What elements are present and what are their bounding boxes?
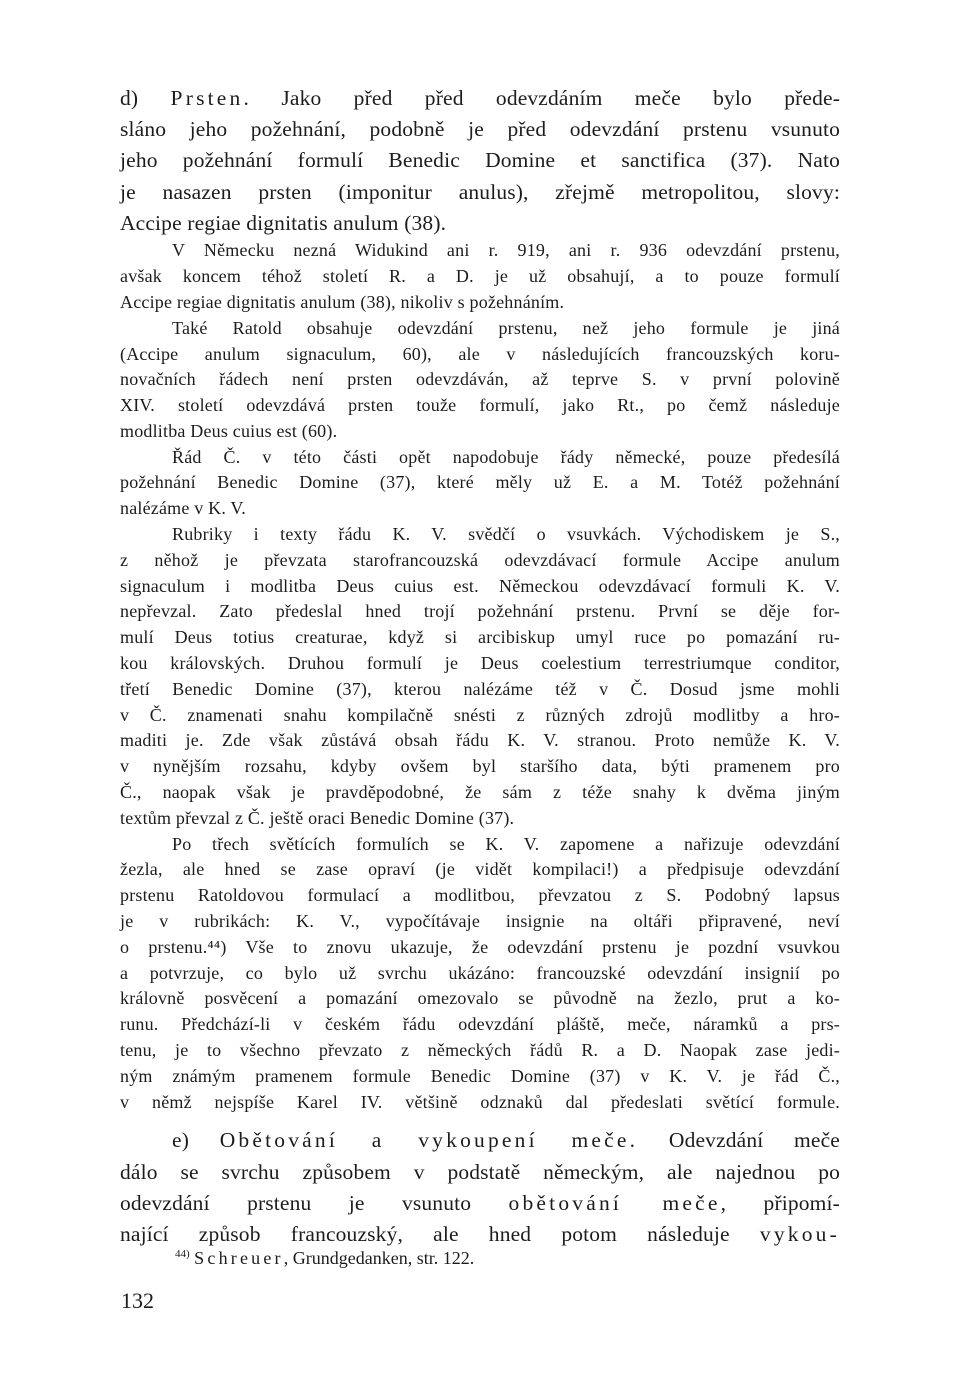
small-line: z něhož je převzata starofrancouzská odevzdávací formule Accipe anulum bbox=[120, 550, 840, 570]
footnote bbox=[175, 1248, 474, 1269]
section-e-line-3 bbox=[120, 1191, 840, 1216]
small-line: prstenu Ratoldovou formulací a modlitbou, převzatou z S. Podobný lapsus bbox=[120, 885, 840, 905]
small-line: Č., naopak však je pravděpodobné, že sám z téže snahy k dvěma jiným bbox=[120, 782, 840, 802]
small-line: královně posvěcení a pomazání omezovalo se původně na žezlo, prut a ko- bbox=[120, 988, 840, 1008]
small-line: Rubriky i texty řádu K. V. svědčí o vsuvkách. Východiskem je S., bbox=[172, 524, 840, 544]
small-line: Řád Č. v této části opět napodobuje řády německé, pouze předesílá bbox=[172, 447, 840, 467]
body-text: odevzdání prstenu je vsunuto bbox=[120, 1191, 472, 1215]
body-line: jeho požehnání formulí Benedic Domine et sanctifica (37). Nato bbox=[120, 148, 840, 172]
section-e-label: e) bbox=[172, 1128, 190, 1152]
small-line: v němž nejspíše Karel IV. většině odznaků dal předeslati světící formule. bbox=[120, 1092, 840, 1112]
small-line: avšak koncem téhož století R. a D. je už obsahují, a to pouze formulí bbox=[120, 266, 840, 286]
small-line: třetí Benedic Domine (37), kterou nalézáme též v Č. Dosud jsme mohli bbox=[120, 679, 840, 699]
section-d-title: Prsten bbox=[170, 86, 244, 110]
small-line: Accipe regiae dignitatis anulum (38), nikoliv s požehnáním. bbox=[120, 292, 565, 312]
small-line: tenu, je to všechno převzato z německých řádů R. a D. Naopak zase jedi- bbox=[120, 1040, 840, 1060]
small-line: (Accipe anulum signaculum, 60), ale v následujících francouzských koru- bbox=[120, 344, 840, 364]
body-text: , připomí- bbox=[720, 1191, 840, 1215]
small-line: nalézáme v K. V. bbox=[120, 498, 247, 518]
body-line: Accipe regiae dignitatis anulum (38). bbox=[120, 211, 447, 235]
small-line: žezla, ale hned se zase opraví (je vidět kompilaci!) a předpisuje odevzdání bbox=[120, 859, 840, 879]
small-line: je v rubrikách: K. V., vypočítávaje insignie na oltáři připravené, neví bbox=[120, 911, 840, 931]
emphasized-text: obětování meče bbox=[508, 1191, 721, 1215]
section-d-line-1: d) Prsten. Jako před před odevzdáním meče bylo přede- bbox=[120, 86, 841, 110]
section-d-text: Jako před před odevzdáním meče bylo přede- bbox=[281, 86, 841, 110]
footnote-mark: 44) bbox=[175, 1248, 190, 1260]
emphasized-text: vykou- bbox=[759, 1222, 840, 1246]
body-line: je nasazen prsten (imponitur anulus), zřejmě metropolitou, slovy: bbox=[120, 180, 840, 204]
section-e-line-4 bbox=[120, 1222, 840, 1247]
section-e-text: Odevzdání meče bbox=[668, 1128, 840, 1152]
body-line: dálo se svrchu způsobem v podstatě německým, ale najednou po bbox=[120, 1160, 840, 1184]
small-line: V Německu nezná Widukind ani r. 919, ani r. 936 odevzdání prstenu, bbox=[172, 240, 840, 260]
section-d-label: d) bbox=[120, 86, 139, 110]
small-line: v Č. znamenati snahu kompilačně snésti z různých zdrojů modlitby a hro- bbox=[120, 705, 840, 725]
small-line: signaculum i modlitba Deus cuius est. Německou odevzdávací formuli K. V. bbox=[120, 576, 840, 596]
small-line: v nynějším rozsahu, kdyby ovšem byl staršího data, býti pramenem pro bbox=[120, 756, 840, 776]
small-line: XIV. století odevzdává prsten touže formulí, jako Rt., po čemž následuje bbox=[120, 395, 840, 415]
small-line: Také Ratold obsahuje odevzdání prstenu, než jeho formule je jiná bbox=[172, 318, 840, 338]
small-line: modlitba Deus cuius est (60). bbox=[120, 421, 338, 441]
section-e-line-1 bbox=[120, 1128, 840, 1153]
small-line: kou královských. Druhou formulí je Deus coelestium terrestriumque conditor, bbox=[120, 653, 840, 673]
footnote-text: , Grundgedanken, str. 122. bbox=[283, 1248, 475, 1268]
small-line: a potvrzuje, co bylo už svrchu ukázáno: francouzské odevzdání insignií po bbox=[120, 963, 840, 983]
small-line: ným známým pramenem formule Benedic Domine (37) v K. V. je řád Č., bbox=[120, 1066, 840, 1086]
body-text: nající způsob francouzský, ale hned potom následuje bbox=[120, 1222, 730, 1246]
small-line: textům převzal z Č. ještě oraci Benedic Domine (37). bbox=[120, 808, 515, 828]
section-e-title: Obětování a vykoupení meče. bbox=[219, 1128, 639, 1152]
body-line: sláno jeho požehnání, podobně je před odevzdání prstenu vsunuto bbox=[120, 117, 840, 141]
small-line: maditi je. Zde však zůstává obsah řádu K. V. stranou. Proto nemůže K. V. bbox=[120, 730, 840, 750]
small-line: Po třech světících formulích se K. V. zapomene a nařizuje odevzdání bbox=[172, 834, 840, 854]
footnote-author: Schreuer bbox=[194, 1248, 284, 1268]
small-line: mulí Deus totius creaturae, když si arcibiskup umyl ruce po pomazání ru- bbox=[120, 627, 840, 647]
small-line: novačních řádech není prsten odevzdáván, až teprve S. v první polovině bbox=[120, 369, 840, 389]
page-number: 132 bbox=[121, 1288, 154, 1313]
small-line: požehnání Benedic Domine (37), které měly už E. a M. Totéž požehnání bbox=[120, 472, 840, 492]
small-line: o prstenu.⁴⁴) Vše to znovu ukazuje, že odevzdání prstenu je pozdní vsuvkou bbox=[120, 937, 840, 957]
small-line: nepřevzal. Zato předeslal hned trojí požehnání prstenu. První se děje for- bbox=[120, 601, 840, 621]
small-line: runu. Předchází-li v českém řádu odevzdání pláště, meče, náramků a prs- bbox=[120, 1014, 840, 1034]
